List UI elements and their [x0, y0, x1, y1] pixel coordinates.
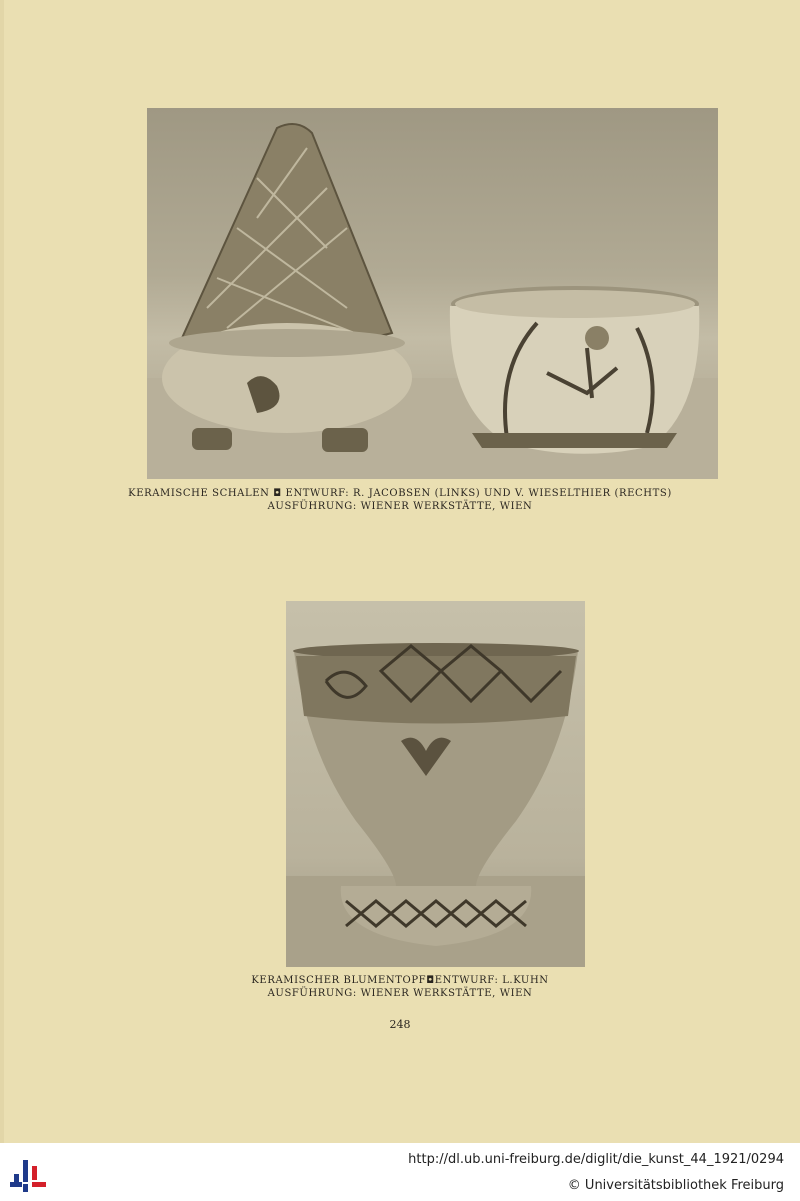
- caption-line: KERAMISCHER BLUMENTOPF◘ENTWURF: L.KUHN: [251, 975, 549, 986]
- caption-flowerpot: [0, 974, 800, 1000]
- caption-line: AUSFÜHRUNG: WIENER WERKSTÄTTE, WIEN: [267, 988, 533, 999]
- photo-ceramic-bowls: [147, 108, 718, 479]
- caption-line: KERAMISCHE SCHALEN ◘ ENTWURF: R. JACOBSEN (LINKS) UND V. WIESELTHIER (RECHTS): [128, 488, 672, 499]
- photo-flowerpot: [286, 601, 585, 967]
- page-edge: [0, 0, 4, 1143]
- document-url-link[interactable]: http://dl.ub.uni-freiburg.de/diglit/die_kunst_44_1921/0294: [408, 1152, 784, 1167]
- caption-line: AUSFÜHRUNG: WIENER WERKSTÄTTE, WIEN: [267, 501, 533, 512]
- ub-freiburg-logo-icon: [10, 1152, 50, 1194]
- page-number: 248: [389, 1018, 411, 1031]
- copyright-notice: © Universitätsbibliothek Freiburg: [567, 1178, 784, 1193]
- footer-bar: [0, 1143, 800, 1201]
- caption-ceramic-bowls: [0, 487, 800, 513]
